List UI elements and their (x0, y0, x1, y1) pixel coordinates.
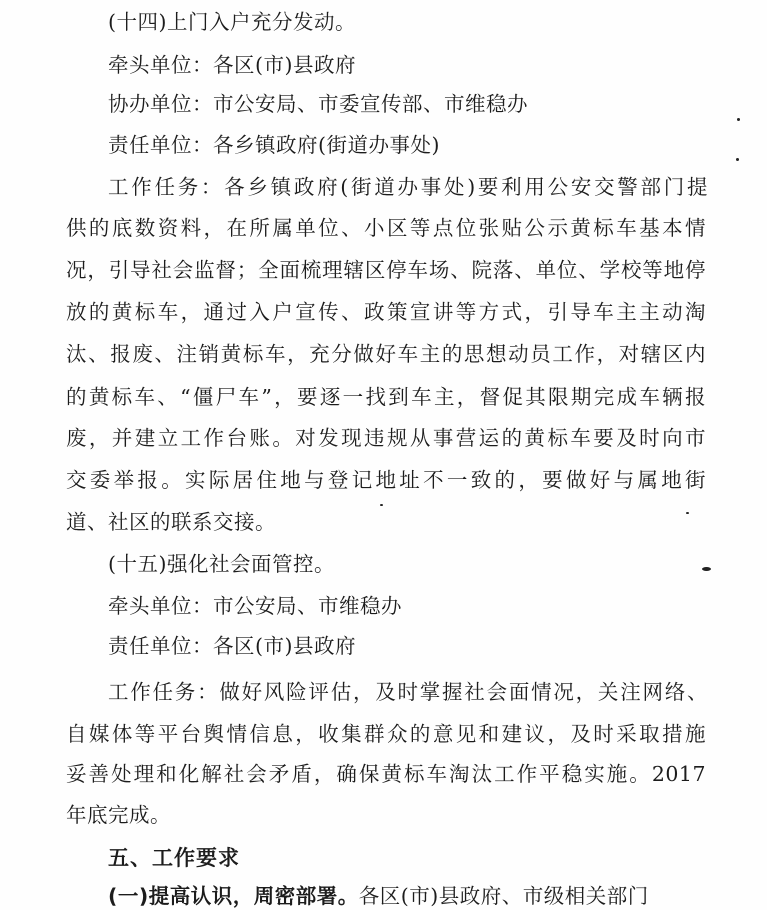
task-paragraph-line: 工作任务：各乡镇政府(街道办事处)要利用公安交警部门提 (108, 175, 708, 199)
task-paragraph-line: 况，引导社会监督；全面梳理辖区停车场、院落、单位、学校等地停 (66, 258, 706, 282)
task-paragraph-line: 的黄标车、“僵尸车”，要逐一找到车主，督促其限期完成车辆报 (66, 385, 706, 409)
scan-speck (702, 567, 711, 571)
assist-unit-line: 协办单位：市公安局、市委宣传部、市维稳办 (108, 92, 528, 116)
scan-speck (736, 158, 739, 161)
task-paragraph-line: 汰、报废、注销黄标车，充分做好车主的思想动员工作，对辖区内 (66, 342, 706, 366)
lead-unit-line: 牵头单位：各区(市)县政府 (108, 53, 356, 77)
task-paragraph-line: 供的底数资料，在所属单位、小区等点位张贴公示黄标车基本情 (66, 216, 706, 240)
task-paragraph-line: 工作任务：做好风险评估，及时掌握社会面情况，关注网络、 (108, 680, 708, 704)
responsible-unit-line: 责任单位：各区(市)县政府 (108, 634, 356, 658)
task-paragraph-line: 废，并建立工作台账。对发现违规从事营运的黄标车要及时向市 (66, 426, 706, 450)
task-paragraph-line: 妥善处理和化解社会矛盾，确保黄标车淘汰工作平稳实施。2017 (66, 762, 706, 786)
task-paragraph-line: 自媒体等平台舆情信息，收集群众的意见和建议，及时采取措施 (66, 722, 706, 746)
task-paragraph-line: 年底完成。 (66, 803, 171, 827)
scan-speck (737, 118, 740, 121)
task-paragraph-line: 道、社区的联系交接。 (66, 510, 276, 534)
subsection-heading: (一)提高认识，周密部署。 (108, 884, 359, 908)
section-heading-15: (十五)强化社会面管控。 (108, 552, 335, 576)
subsection-text: 各区(市)县政府、市级相关部门 (358, 884, 649, 908)
task-paragraph-line: 交委举报。实际居住地与登记地址不一致的，要做好与属地街 (66, 468, 706, 492)
task-paragraph-line: 放的黄标车，通过入户宣传、政策宣讲等方式，引导车主主动淘 (66, 300, 706, 324)
lead-unit-line: 牵头单位：市公安局、市维稳办 (108, 594, 402, 618)
scan-speck (380, 504, 383, 506)
scan-speck (686, 512, 689, 514)
section-heading-14: (十四)上门入户充分发动。 (108, 10, 356, 34)
subsection-line (108, 878, 708, 914)
section-title-work-requirements: 五、工作要求 (108, 846, 240, 870)
responsible-unit-line: 责任单位：各乡镇政府(街道办事处) (108, 133, 440, 157)
